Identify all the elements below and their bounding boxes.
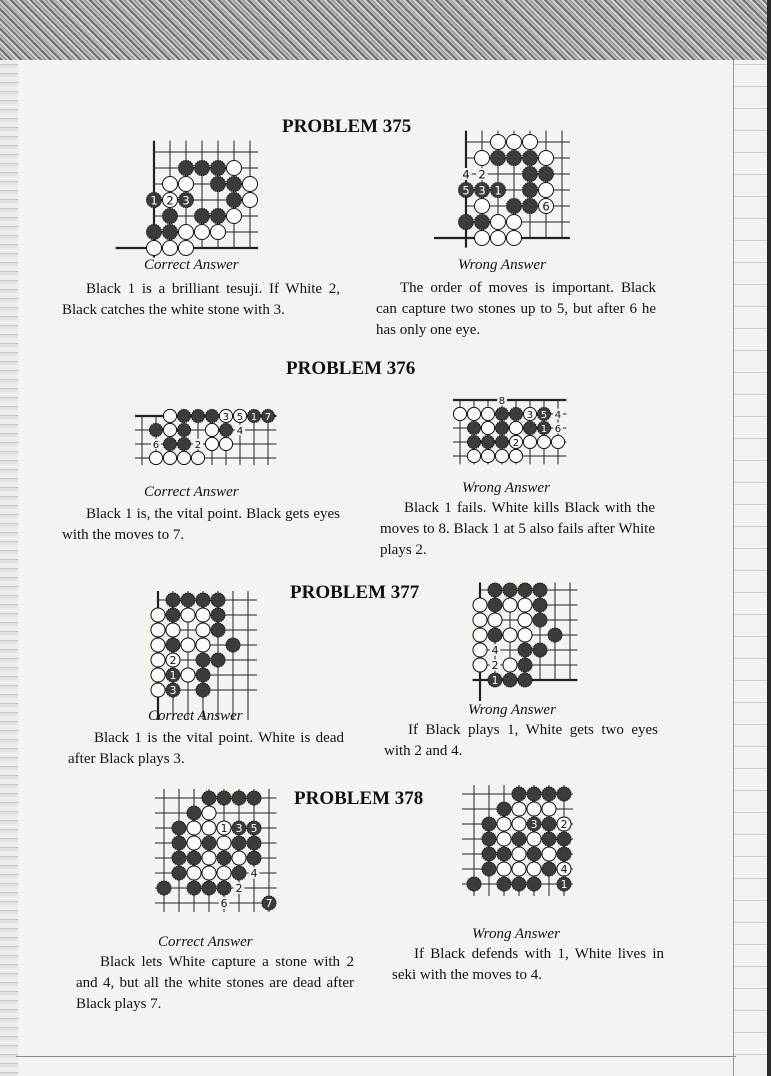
black-stone bbox=[482, 817, 496, 831]
move-number: 4 bbox=[462, 167, 470, 182]
black-stone bbox=[172, 866, 186, 880]
go-diagram-wrong bbox=[460, 778, 590, 928]
move-number: 1 bbox=[491, 674, 499, 688]
white-stone bbox=[191, 451, 204, 464]
black-stone bbox=[557, 832, 571, 846]
white-stone bbox=[503, 628, 517, 642]
black-stone bbox=[163, 437, 176, 450]
black-stone bbox=[495, 421, 508, 434]
move-number: 3 bbox=[526, 409, 534, 421]
scan-header-band bbox=[0, 0, 771, 60]
move-number: 2 bbox=[194, 439, 202, 451]
black-stone bbox=[247, 836, 261, 850]
move-number: 4 bbox=[491, 644, 499, 658]
move-number: 2 bbox=[166, 193, 174, 208]
white-stone bbox=[527, 862, 541, 876]
answer-text-wrong: Black 1 fails. White kills Black with the moves to 8. Black 1 at 5 also fails after White plays 2. bbox=[380, 500, 655, 558]
black-stone bbox=[533, 598, 547, 612]
white-stone bbox=[512, 802, 526, 816]
caption-wrong: Wrong Answer bbox=[458, 257, 546, 273]
black-stone bbox=[497, 847, 511, 861]
move-number: 3 bbox=[478, 183, 486, 198]
white-stone bbox=[453, 407, 466, 420]
white-stone bbox=[151, 683, 165, 697]
black-stone bbox=[533, 643, 547, 657]
black-stone bbox=[542, 862, 556, 876]
black-stone bbox=[226, 638, 240, 652]
black-stone bbox=[490, 150, 505, 165]
scan-left-edge bbox=[0, 60, 18, 1076]
white-stone bbox=[523, 435, 536, 448]
black-stone bbox=[542, 787, 556, 801]
move-number: 5 bbox=[236, 411, 244, 423]
black-stone bbox=[187, 881, 201, 895]
black-stone bbox=[495, 407, 508, 420]
move-number: 2 bbox=[491, 659, 499, 673]
white-stone bbox=[242, 176, 257, 191]
white-stone bbox=[163, 451, 176, 464]
black-stone bbox=[503, 673, 517, 687]
black-stone bbox=[205, 409, 218, 422]
go-diagram-wrong bbox=[452, 110, 572, 260]
black-stone bbox=[196, 593, 210, 607]
move-number: 6 bbox=[542, 199, 550, 214]
black-stone bbox=[482, 862, 496, 876]
white-stone bbox=[202, 866, 216, 880]
black-stone bbox=[172, 821, 186, 835]
black-stone bbox=[542, 832, 556, 846]
caption-correct: Correct Answer bbox=[148, 708, 243, 724]
white-stone bbox=[512, 817, 526, 831]
black-stone bbox=[522, 150, 537, 165]
black-stone bbox=[194, 160, 209, 175]
white-stone bbox=[490, 230, 505, 245]
black-stone bbox=[503, 583, 517, 597]
white-stone bbox=[163, 409, 176, 422]
move-number: 3 bbox=[530, 818, 538, 832]
answer-text-wrong: The order of moves is important. Black can capture two stones up to 5, but after 6 he has only one eye. bbox=[376, 280, 656, 338]
white-stone bbox=[551, 435, 564, 448]
black-stone bbox=[172, 851, 186, 865]
black-stone bbox=[488, 583, 502, 597]
white-stone bbox=[497, 862, 511, 876]
black-stone bbox=[211, 623, 225, 637]
caption-wrong: Wrong Answer bbox=[472, 926, 560, 942]
white-stone bbox=[522, 134, 537, 149]
move-number: 4 bbox=[554, 409, 562, 421]
move-number: 6 bbox=[220, 897, 228, 911]
black-stone bbox=[506, 198, 521, 213]
white-stone bbox=[518, 598, 532, 612]
black-stone bbox=[506, 150, 521, 165]
white-stone bbox=[527, 832, 541, 846]
black-stone bbox=[533, 583, 547, 597]
black-stone bbox=[488, 598, 502, 612]
black-stone bbox=[219, 423, 232, 436]
move-number: 3 bbox=[169, 684, 177, 698]
white-stone bbox=[162, 176, 177, 191]
white-stone bbox=[473, 613, 487, 627]
white-stone bbox=[226, 208, 241, 223]
answer-text-wrong: If Black plays 1, White gets two eyes with 2 and 4. bbox=[384, 722, 658, 759]
white-stone bbox=[219, 437, 232, 450]
answer-text-correct: Black 1 is, the vital point. Black gets eyes with the moves to 7. bbox=[62, 506, 340, 543]
board-grid bbox=[155, 789, 277, 912]
move-number: 2 bbox=[235, 882, 243, 896]
white-stone bbox=[217, 866, 231, 880]
white-stone bbox=[205, 423, 218, 436]
white-stone bbox=[509, 449, 522, 462]
white-stone bbox=[473, 598, 487, 612]
black-stone bbox=[210, 176, 225, 191]
black-stone bbox=[178, 160, 193, 175]
white-stone bbox=[497, 832, 511, 846]
move-number: 1 bbox=[560, 878, 568, 892]
black-stone bbox=[542, 817, 556, 831]
black-stone bbox=[202, 836, 216, 850]
black-stone bbox=[157, 881, 171, 895]
white-stone bbox=[194, 224, 209, 239]
white-stone bbox=[537, 435, 550, 448]
go-diagram-correct bbox=[152, 782, 282, 932]
black-stone bbox=[187, 806, 201, 820]
problem-title: PROBLEM 378 bbox=[294, 788, 424, 809]
white-stone bbox=[196, 623, 210, 637]
black-stone bbox=[512, 787, 526, 801]
white-stone bbox=[232, 851, 246, 865]
white-stone bbox=[474, 230, 489, 245]
black-stone bbox=[162, 224, 177, 239]
caption-correct: Correct Answer bbox=[158, 934, 253, 950]
black-stone bbox=[196, 653, 210, 667]
white-stone bbox=[474, 198, 489, 213]
white-stone bbox=[473, 628, 487, 642]
move-number: 3 bbox=[182, 193, 190, 208]
black-stone bbox=[211, 593, 225, 607]
answer-text-wrong: If Black defends with 1, White lives in seki with the moves to 4. bbox=[392, 946, 664, 983]
black-stone bbox=[247, 851, 261, 865]
black-stone bbox=[191, 409, 204, 422]
white-stone bbox=[503, 598, 517, 612]
white-stone bbox=[506, 134, 521, 149]
black-stone bbox=[232, 866, 246, 880]
move-number: 5 bbox=[250, 822, 258, 836]
black-stone bbox=[467, 421, 480, 434]
black-stone bbox=[217, 791, 231, 805]
white-stone bbox=[181, 668, 195, 682]
white-stone bbox=[187, 821, 201, 835]
white-stone bbox=[481, 421, 494, 434]
black-stone bbox=[527, 787, 541, 801]
neighbor-page-margin bbox=[733, 60, 771, 1076]
answer-text-correct: Black lets White capture a stone with 2 and 4, but all the white stones are dead after Black plays 7. bbox=[76, 954, 354, 1012]
black-stone bbox=[166, 593, 180, 607]
black-stone bbox=[177, 423, 190, 436]
black-stone bbox=[146, 224, 161, 239]
black-stone bbox=[527, 877, 541, 891]
white-stone bbox=[497, 817, 511, 831]
white-stone bbox=[181, 638, 195, 652]
problem-title: PROBLEM 377 bbox=[290, 582, 420, 603]
black-stone bbox=[518, 583, 532, 597]
black-stone bbox=[177, 437, 190, 450]
black-stone bbox=[518, 673, 532, 687]
white-stone bbox=[518, 628, 532, 642]
white-stone bbox=[149, 451, 162, 464]
black-stone bbox=[497, 802, 511, 816]
move-number: 5 bbox=[462, 183, 470, 198]
white-stone bbox=[512, 847, 526, 861]
white-stone bbox=[146, 240, 161, 255]
move-number: 6 bbox=[152, 439, 160, 451]
black-stone bbox=[523, 421, 536, 434]
black-stone bbox=[527, 847, 541, 861]
black-stone bbox=[467, 435, 480, 448]
black-stone bbox=[187, 851, 201, 865]
black-stone bbox=[226, 176, 241, 191]
white-stone bbox=[202, 806, 216, 820]
black-stone bbox=[488, 628, 502, 642]
white-stone bbox=[490, 214, 505, 229]
black-stone bbox=[202, 881, 216, 895]
caption-wrong: Wrong Answer bbox=[462, 480, 550, 496]
problem-title: PROBLEM 375 bbox=[282, 116, 412, 137]
black-stone bbox=[518, 658, 532, 672]
white-stone bbox=[242, 192, 257, 207]
white-stone bbox=[202, 851, 216, 865]
problem-title: PROBLEM 376 bbox=[286, 358, 416, 379]
white-stone bbox=[217, 836, 231, 850]
go-diagram-correct bbox=[132, 404, 282, 486]
white-stone bbox=[473, 658, 487, 672]
white-stone bbox=[481, 449, 494, 462]
white-stone bbox=[503, 658, 517, 672]
black-stone bbox=[226, 192, 241, 207]
black-stone bbox=[181, 593, 195, 607]
white-stone bbox=[518, 613, 532, 627]
black-stone bbox=[211, 608, 225, 622]
white-stone bbox=[187, 866, 201, 880]
white-stone bbox=[495, 449, 508, 462]
black-stone bbox=[509, 407, 522, 420]
white-stone bbox=[506, 214, 521, 229]
black-stone bbox=[518, 643, 532, 657]
white-stone bbox=[542, 802, 556, 816]
black-stone bbox=[538, 166, 553, 181]
white-stone bbox=[162, 240, 177, 255]
black-stone bbox=[522, 198, 537, 213]
move-number: 3 bbox=[235, 822, 243, 836]
black-stone bbox=[522, 166, 537, 181]
move-number: 4 bbox=[560, 863, 568, 877]
white-stone bbox=[196, 638, 210, 652]
white-stone bbox=[474, 150, 489, 165]
black-stone bbox=[217, 881, 231, 895]
black-stone bbox=[247, 791, 261, 805]
black-stone bbox=[172, 836, 186, 850]
black-stone bbox=[512, 832, 526, 846]
black-stone bbox=[217, 851, 231, 865]
black-stone bbox=[149, 423, 162, 436]
black-stone bbox=[557, 847, 571, 861]
go-diagram-correct bbox=[146, 588, 276, 710]
black-stone bbox=[474, 214, 489, 229]
white-stone bbox=[509, 421, 522, 434]
black-stone bbox=[210, 160, 225, 175]
black-stone bbox=[232, 836, 246, 850]
white-stone bbox=[512, 862, 526, 876]
move-number: 2 bbox=[169, 654, 177, 668]
white-stone bbox=[177, 451, 190, 464]
white-stone bbox=[210, 224, 225, 239]
move-number: 1 bbox=[540, 423, 548, 435]
move-number: 1 bbox=[169, 669, 177, 683]
white-stone bbox=[151, 653, 165, 667]
black-stone bbox=[232, 791, 246, 805]
white-stone bbox=[506, 230, 521, 245]
black-stone bbox=[512, 877, 526, 891]
go-diagram-correct bbox=[140, 112, 265, 260]
white-stone bbox=[202, 821, 216, 835]
black-stone bbox=[162, 208, 177, 223]
move-number: 1 bbox=[150, 193, 158, 208]
move-number: 4 bbox=[250, 867, 258, 881]
white-stone bbox=[166, 623, 180, 637]
black-stone bbox=[557, 787, 571, 801]
black-stone bbox=[548, 628, 562, 642]
white-stone bbox=[178, 176, 193, 191]
white-stone bbox=[163, 423, 176, 436]
move-number: 1 bbox=[250, 411, 258, 423]
black-stone bbox=[533, 613, 547, 627]
white-stone bbox=[178, 240, 193, 255]
move-number: 1 bbox=[494, 183, 502, 198]
black-stone bbox=[481, 435, 494, 448]
black-stone bbox=[482, 832, 496, 846]
go-diagram-wrong bbox=[470, 580, 590, 696]
move-number: 6 bbox=[554, 423, 562, 435]
bottom-rule bbox=[16, 1056, 736, 1057]
black-stone bbox=[497, 877, 511, 891]
white-stone bbox=[205, 437, 218, 450]
answer-text-correct: Black 1 is a brilliant tesuji. If White 2, Black catches the white stone with 3. bbox=[62, 281, 340, 318]
answer-text-correct: Black 1 is the vital point. White is dead after Black plays 3. bbox=[68, 730, 344, 767]
move-number: 7 bbox=[264, 411, 272, 423]
white-stone bbox=[542, 847, 556, 861]
caption-correct: Correct Answer bbox=[144, 257, 239, 273]
caption-wrong: Wrong Answer bbox=[468, 702, 556, 718]
black-stone bbox=[495, 435, 508, 448]
white-stone bbox=[473, 643, 487, 657]
black-stone bbox=[196, 683, 210, 697]
white-stone bbox=[181, 608, 195, 622]
black-stone bbox=[202, 791, 216, 805]
white-stone bbox=[467, 407, 480, 420]
move-number: 3 bbox=[222, 411, 230, 423]
move-number: 2 bbox=[478, 167, 486, 182]
white-stone bbox=[151, 623, 165, 637]
white-stone bbox=[187, 836, 201, 850]
white-stone bbox=[226, 160, 241, 175]
black-stone bbox=[194, 208, 209, 223]
white-stone bbox=[490, 134, 505, 149]
black-stone bbox=[467, 877, 481, 891]
black-stone bbox=[522, 182, 537, 197]
move-number: 4 bbox=[236, 425, 244, 437]
move-number: 2 bbox=[512, 437, 520, 449]
white-stone bbox=[488, 613, 502, 627]
page-right-border bbox=[767, 0, 771, 1076]
black-stone bbox=[458, 214, 473, 229]
white-stone bbox=[481, 407, 494, 420]
caption-correct: Correct Answer bbox=[144, 484, 239, 500]
black-stone bbox=[166, 608, 180, 622]
black-stone bbox=[482, 847, 496, 861]
white-stone bbox=[178, 224, 193, 239]
move-number: 2 bbox=[560, 818, 568, 832]
move-number: 5 bbox=[540, 409, 548, 421]
white-stone bbox=[538, 150, 553, 165]
white-stone bbox=[538, 182, 553, 197]
move-number: 7 bbox=[265, 897, 273, 911]
white-stone bbox=[151, 608, 165, 622]
white-stone bbox=[467, 449, 480, 462]
move-number: 8 bbox=[498, 395, 506, 407]
white-stone bbox=[151, 638, 165, 652]
black-stone bbox=[177, 409, 190, 422]
white-stone bbox=[527, 802, 541, 816]
white-stone bbox=[196, 608, 210, 622]
black-stone bbox=[210, 208, 225, 223]
move-number: 1 bbox=[220, 822, 228, 836]
black-stone bbox=[211, 653, 225, 667]
black-stone bbox=[196, 668, 210, 682]
white-stone bbox=[151, 668, 165, 682]
go-diagram-wrong bbox=[446, 392, 596, 486]
black-stone bbox=[166, 638, 180, 652]
